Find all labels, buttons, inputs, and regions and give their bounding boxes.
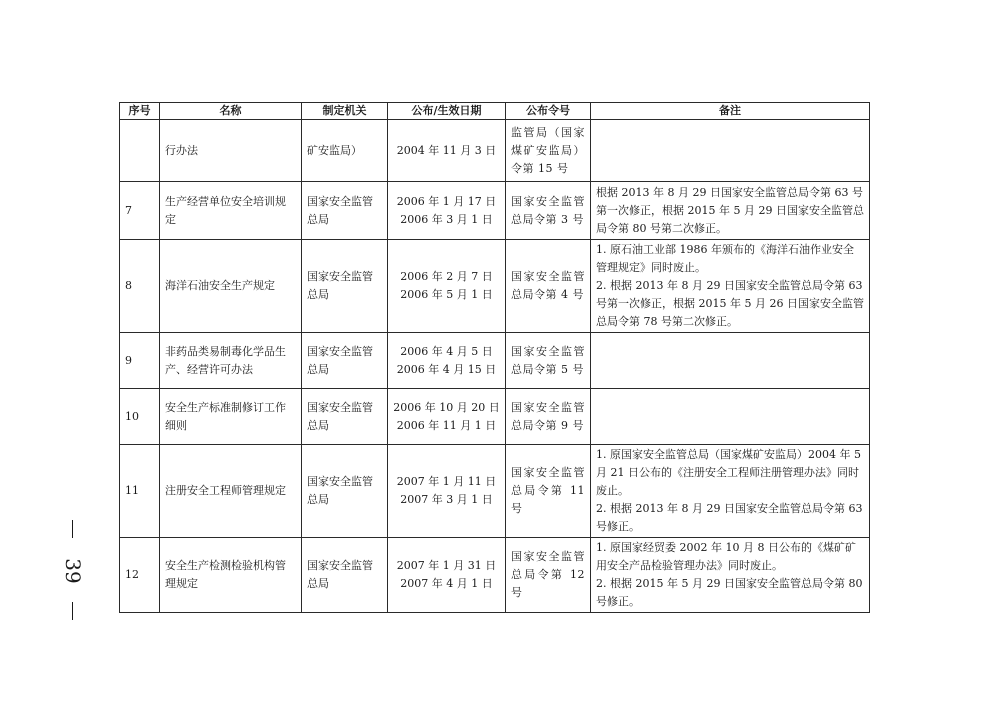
cell-seq: 8 [120, 240, 160, 333]
regulations-table [119, 102, 870, 613]
date-published: 2004 年 11 月 3 日 [396, 143, 497, 157]
date-published: 2006 年 10 月 20 日 [393, 400, 500, 414]
date-effective: 2006 年 3 月 1 日 [400, 212, 493, 226]
cell-order: 国家安全监管总局令第 5 号 [506, 333, 591, 389]
header-dates: 公布/生效日期 [388, 103, 506, 120]
cell-remarks [591, 182, 870, 240]
cell-agency: 国家安全监管总局 [302, 240, 388, 333]
remark-line: 2. 根据 2015 年 5 月 29 日国家安全监管总局令第 80 号修正。 [596, 577, 863, 608]
cell-name: 生产经营单位安全培训规定 [160, 182, 302, 240]
cell-order: 国家安全监管总局令第 12 号 [506, 538, 591, 613]
remark-line: 2. 根据 2013 年 8 月 29 日国家安全监管总局令第 63 号第一次修正，根据 2015 年 5 月 26 日国家安全监管总局令第 78 号第二次修正。 [596, 279, 864, 328]
cell-order: 国家安全监管总局令第 11 号 [506, 445, 591, 538]
header-order: 公布令号 [506, 103, 591, 120]
date-published: 2006 年 2 月 7 日 [400, 270, 493, 283]
table-row [120, 389, 870, 445]
remark-line: 根据 2013 年 8 月 29 日国家安全监管总局令第 63 号第一次修正，根据 2015 年 5 月 29 日国家安全监管总局令第 80 号第二次修正。 [596, 185, 864, 235]
table-row [120, 538, 870, 613]
cell-agency: 国家安全监管总局 [302, 389, 388, 445]
cell-order: 国家安全监管总局令第 3 号 [506, 182, 591, 240]
cell-dates [388, 445, 506, 538]
cell-remarks [591, 389, 870, 445]
table-header-row [120, 103, 870, 120]
remark-line: 1. 原石油工业部 1986 年颁布的《海洋石油作业安全管理规定》同时废止。 [596, 243, 854, 274]
page-number-text: 39 [61, 558, 85, 584]
cell-seq [120, 120, 160, 182]
cell-remarks [591, 445, 870, 538]
cell-dates [388, 240, 506, 333]
page-number [48, 520, 98, 620]
cell-remarks [591, 120, 870, 182]
cell-seq: 7 [120, 182, 160, 240]
remark-line: 1. 原国家安全监管总局（国家煤矿安监局）2004 年 5 月 21 日公布的《注册安全工程师注册管理办法》同时废止。 [596, 448, 861, 497]
cell-agency: 国家安全监管总局 [302, 333, 388, 389]
cell-dates [388, 333, 506, 389]
cell-order: 国家安全监管总局令第 9 号 [506, 389, 591, 445]
cell-agency: 国家安全监管总局 [302, 538, 388, 613]
header-remarks: 备注 [591, 103, 870, 120]
cell-seq: 12 [120, 538, 160, 613]
cell-dates [388, 538, 506, 613]
date-published: 2007 年 1 月 11 日 [396, 475, 497, 488]
cell-remarks [591, 538, 870, 613]
date-effective: 2007 年 4 月 1 日 [400, 577, 493, 590]
cell-dates [388, 389, 506, 445]
cell-remarks [591, 240, 870, 333]
cell-agency: 国家安全监管总局 [302, 445, 388, 538]
date-published: 2007 年 1 月 31 日 [396, 559, 497, 572]
date-effective: 2007 年 3 月 1 日 [400, 493, 493, 506]
cell-seq: 10 [120, 389, 160, 445]
table-row [120, 240, 870, 333]
cell-agency: 矿安监局） [302, 120, 388, 182]
cell-name: 海洋石油安全生产规定 [160, 240, 302, 333]
date-effective: 2006 年 11 月 1 日 [396, 418, 497, 432]
cell-dates [388, 182, 506, 240]
date-published: 2006 年 4 月 5 日 [400, 344, 493, 358]
cell-seq: 9 [120, 333, 160, 389]
cell-order: 监管局（国家煤矿安监局）令第 15 号 [506, 120, 591, 182]
table-row [120, 120, 870, 182]
remark-line: 2. 根据 2013 年 8 月 29 日国家安全监管总局令第 63 号修正。 [596, 502, 863, 533]
cell-seq: 11 [120, 445, 160, 538]
page-number-dash-top [72, 520, 73, 538]
remark-line: 1. 原国家经贸委 2002 年 10 月 8 日公布的《煤矿矿用安全产品检验管理办法》同时废止。 [596, 541, 856, 572]
date-published: 2006 年 1 月 17 日 [396, 194, 497, 208]
cell-name: 安全生产检测检验机构管理规定 [160, 538, 302, 613]
date-effective: 2006 年 5 月 1 日 [400, 288, 493, 301]
table-row [120, 182, 870, 240]
page-number-dash-bottom [72, 602, 73, 620]
table-row [120, 333, 870, 389]
cell-order: 国家安全监管总局令第 4 号 [506, 240, 591, 333]
header-name: 名称 [160, 103, 302, 120]
header-seq: 序号 [120, 103, 160, 120]
date-effective: 2006 年 4 月 15 日 [396, 362, 497, 376]
cell-agency: 国家安全监管总局 [302, 182, 388, 240]
header-agency: 制定机关 [302, 103, 388, 120]
cell-name: 非药品类易制毒化学品生产、经营许可办法 [160, 333, 302, 389]
cell-remarks [591, 333, 870, 389]
table-row [120, 445, 870, 538]
cell-name: 行办法 [160, 120, 302, 182]
cell-name: 注册安全工程师管理规定 [160, 445, 302, 538]
cell-name: 安全生产标准制修订工作细则 [160, 389, 302, 445]
cell-dates [388, 120, 506, 182]
